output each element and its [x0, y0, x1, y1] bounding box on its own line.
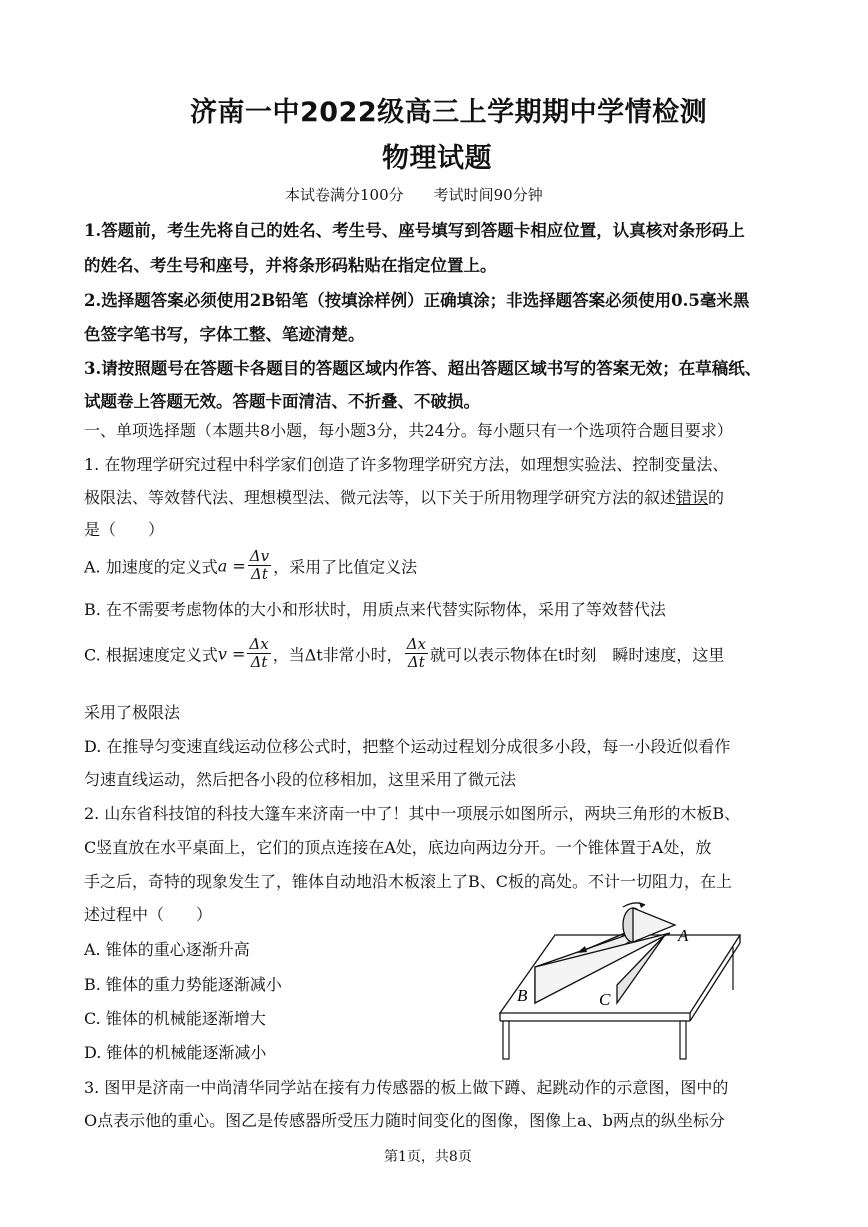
fraction: $\frac{\Delta x}{\Delta t}$	[406, 635, 426, 672]
q2-stem-line2: C竖直放在水平桌面上，它们的顶点连接在A处，底边向两边分开。一个锥体置于A处，放	[84, 838, 712, 857]
page-number: 第1页，共8页	[384, 1149, 472, 1165]
fraction: $\frac{\Delta v}{\Delta t}$	[249, 547, 270, 584]
page-title: 济南一中2022级高三上学期期中学情检测	[190, 97, 708, 128]
table-leg	[503, 1021, 509, 1059]
instruction-3b: 试题卷上答题无效。答题卡面清洁、不折叠、不破损。	[84, 392, 480, 411]
q3-stem-line1: 3. 图甲是济南一中尚清华同学站在接有力传感器的板上做下蹲、起跳动作的示意图，图中的	[84, 1078, 729, 1097]
q1-stem-line1: 1. 在物理学研究过程中科学家们创造了许多物理学研究方法，如理想实验法、控制变量法、	[84, 455, 729, 474]
instruction-2a: 2.选择题答案必须使用2B铅笔（按填涂样例）正确填涂；非选择题答案必须使用0.5毫米黑	[84, 291, 750, 310]
q3-stem-line2: O点表示他的重心。图乙是传感器所受压力随时间变化的图像，图像上a、b两点的纵坐标分	[84, 1111, 725, 1130]
q1-option-d-line1: D. 在推导匀变速直线运动位移公式时，把整个运动过程划分成很多小段，每一小段近似看作	[84, 737, 731, 756]
q1-stem-line2: 极限法、等效替代法、理想模型法、微元法等，以下关于所用物理学研究方法的叙述错误的	[84, 488, 725, 507]
q1-option-a: A. 加速度的定义式a = $\frac{\Delta v}{\Delta t}$ ，采用了比值定义法	[84, 547, 418, 584]
underlined-word: 错误	[676, 488, 709, 507]
q2-stem-line4: 述过程中（ ）	[84, 905, 213, 924]
label-c: C	[599, 990, 611, 1009]
page-subtitle: 物理试题	[382, 143, 492, 174]
instruction-3a: 3.请按照题号在答题卡各题目的答题区域内作答、超出答题区域书写的答案无效；在草稿纸、	[84, 359, 762, 378]
label-a: A	[678, 926, 689, 945]
fraction: $\frac{\Delta x}{\Delta t}$	[249, 635, 269, 672]
q1-option-d-line2: 匀速直线运动，然后把各小段的位移相加，这里采用了微元法	[84, 770, 517, 789]
instruction-1a: 1.答题前，考生先将自己的姓名、考生号、座号填写到答题卡相应位置，认真核对条形码上	[84, 221, 745, 240]
instruction-1b: 的姓名、考生号和座号，并将条形码粘贴在指定位置上。	[84, 256, 497, 275]
q1-option-c: C. 根据速度定义式v = $\frac{\Delta x}{\Delta t}$ ，当Δt非常小时， $\frac{\Delta x}{\Delta t}$ 就可以表示物体在t时刻 瞬时速度，这里	[84, 635, 725, 672]
q1-option-c-cont: 采用了极限法	[84, 703, 181, 722]
q2-option-d: D. 锥体的机械能逐渐减小	[84, 1043, 267, 1062]
q1-option-b: B. 在不需要考虑物体的大小和形状时，用质点来代替实际物体，采用了等效替代法	[84, 600, 666, 619]
exam-meta: 本试卷满分100分 考试时间90分钟	[285, 186, 543, 204]
cone-on-boards-figure	[495, 895, 745, 1060]
section-heading: 一、单项选择题（本题共8小题，每小题3分，共24分。每小题只有一个选项符合题目要求）	[84, 421, 733, 440]
q1-stem-line3: 是（ ）	[84, 520, 165, 539]
instruction-2b: 色签字笔书写，字体工整、笔迹清楚。	[84, 325, 365, 344]
q2-option-c: C. 锥体的机械能逐渐增大	[84, 1009, 266, 1028]
label-b: B	[517, 986, 528, 1005]
q2-option-a: A. 锥体的重心逐渐升高	[84, 940, 250, 959]
q2-stem-line1: 2. 山东省科技馆的科技大篷车来济南一中了！其中一项展示如图所示，两块三角形的木板B、	[84, 804, 741, 823]
q2-option-b: B. 锥体的重力势能逐渐减小	[84, 975, 282, 994]
table-leg	[680, 1021, 686, 1059]
q2-stem-line3: 手之后，奇特的现象发生了，锥体自动地沿木板滚上了B、C板的高处。不计一切阻力，在上	[84, 872, 733, 891]
